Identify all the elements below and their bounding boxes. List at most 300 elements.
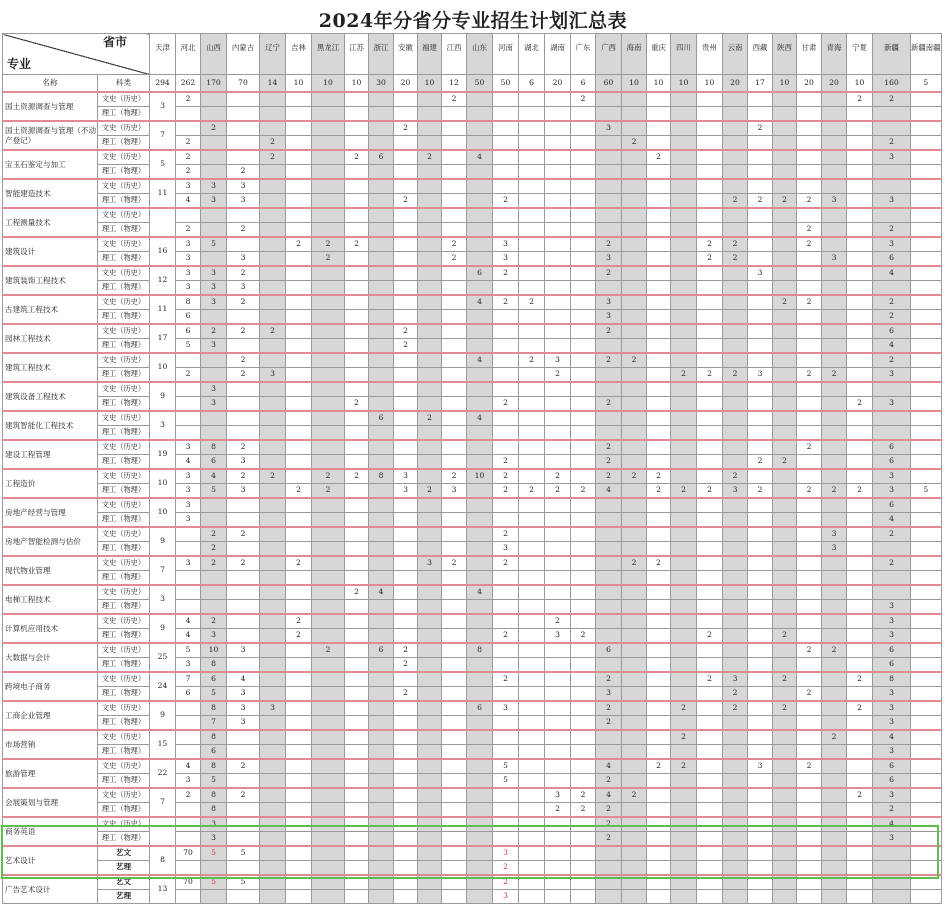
- plan-cell: 5: [201, 237, 227, 252]
- plan-cell: [622, 832, 647, 847]
- plan-cell: [571, 846, 596, 861]
- plan-cell: [394, 614, 418, 629]
- plan-cell: [493, 832, 519, 847]
- plan-cell: [467, 223, 493, 238]
- kind-label: 文史（历史）: [98, 440, 150, 455]
- plan-cell: [519, 469, 545, 484]
- plan-cell: [227, 774, 260, 789]
- plan-cell: [748, 136, 773, 151]
- major-name: 房地产经营与管理: [3, 498, 98, 527]
- plan-cell: [911, 339, 942, 354]
- corner-label-major: 专业: [7, 57, 32, 72]
- plan-cell: [442, 368, 467, 383]
- kind-label: 理工（物理）: [98, 687, 150, 702]
- plan-cell: [467, 252, 493, 267]
- table-row: [3, 759, 942, 774]
- plan-cell: 3: [493, 846, 519, 861]
- plan-cell: [773, 223, 797, 238]
- plan-cell: [773, 803, 797, 818]
- plan-cell: [519, 629, 545, 644]
- plan-cell: [545, 861, 571, 876]
- plan-cell: [345, 295, 369, 310]
- plan-cell: [312, 411, 345, 426]
- plan-cell: [847, 150, 873, 165]
- plan-cell: [345, 266, 369, 281]
- plan-cell: [697, 339, 723, 354]
- plan-cell: 2: [596, 266, 622, 281]
- province-total: 10: [312, 75, 345, 93]
- table-row: [3, 266, 942, 281]
- plan-cell: [596, 426, 622, 441]
- plan-cell: [493, 411, 519, 426]
- plan-cell: [260, 687, 286, 702]
- plan-cell: [671, 600, 697, 615]
- plan-cell: [312, 600, 345, 615]
- plan-cell: 3: [493, 701, 519, 716]
- plan-cell: [369, 788, 394, 803]
- plan-cell: [345, 803, 369, 818]
- plan-cell: [493, 382, 519, 397]
- plan-cell: 2: [260, 150, 286, 165]
- plan-cell: [467, 455, 493, 470]
- plan-cell: [671, 832, 697, 847]
- plan-cell: [312, 716, 345, 731]
- plan-cell: [545, 513, 571, 528]
- kind-label: 文史（历史）: [98, 92, 150, 107]
- plan-cell: [312, 368, 345, 383]
- province-total: 160: [873, 75, 911, 93]
- plan-cell: [312, 310, 345, 325]
- plan-cell: [545, 426, 571, 441]
- plan-cell: 2: [394, 121, 418, 136]
- plan-cell: [911, 759, 942, 774]
- plan-cell: [773, 353, 797, 368]
- plan-cell: [260, 585, 286, 600]
- plan-cell: [911, 585, 942, 600]
- table-row: [3, 92, 942, 107]
- province-header: 陕西: [773, 34, 797, 75]
- table-row: [3, 223, 942, 238]
- plan-cell: [723, 455, 748, 470]
- kind-label: 理工（物理）: [98, 426, 150, 441]
- plan-cell: [286, 295, 312, 310]
- plan-cell: [260, 513, 286, 528]
- table-row: [3, 716, 942, 731]
- plan-cell: 2: [286, 629, 312, 644]
- plan-cell: 8: [176, 295, 201, 310]
- plan-cell: [442, 861, 467, 876]
- major-name: 电梯工程技术: [3, 585, 98, 614]
- plan-cell: [622, 426, 647, 441]
- kind-label: 艺理: [98, 890, 150, 904]
- plan-cell: [345, 643, 369, 658]
- plan-cell: [312, 614, 345, 629]
- plan-cell: [418, 426, 442, 441]
- plan-cell: [312, 194, 345, 209]
- kind-label: 文史（历史）: [98, 411, 150, 426]
- table-row: [3, 368, 942, 383]
- plan-cell: [797, 585, 822, 600]
- plan-cell: 2: [596, 397, 622, 412]
- plan-cell: 2: [622, 469, 647, 484]
- plan-cell: [286, 542, 312, 557]
- province-header: 西藏: [748, 34, 773, 75]
- plan-cell: [176, 890, 201, 904]
- plan-cell: [911, 92, 942, 107]
- plan-cell: 3: [227, 716, 260, 731]
- plan-cell: 70: [176, 875, 201, 890]
- plan-cell: [571, 542, 596, 557]
- plan-cell: [622, 890, 647, 904]
- kind-label: 文史（历史）: [98, 672, 150, 687]
- plan-cell: [748, 571, 773, 586]
- plan-cell: [493, 716, 519, 731]
- plan-cell: [369, 846, 394, 861]
- plan-cell: [596, 600, 622, 615]
- plan-cell: [596, 658, 622, 673]
- plan-cell: [519, 614, 545, 629]
- plan-cell: [519, 281, 545, 296]
- plan-cell: [418, 542, 442, 557]
- plan-cell: [176, 542, 201, 557]
- plan-cell: 3: [493, 237, 519, 252]
- major-name: 房地产智能检测与估价: [3, 527, 98, 556]
- major-name: 跨境电子商务: [3, 672, 98, 701]
- plan-cell: [260, 803, 286, 818]
- plan-cell: [312, 629, 345, 644]
- plan-cell: 3: [176, 484, 201, 499]
- plan-cell: 2: [201, 542, 227, 557]
- plan-cell: [822, 426, 847, 441]
- plan-cell: [847, 803, 873, 818]
- plan-cell: [671, 339, 697, 354]
- plan-cell: 5: [227, 875, 260, 890]
- plan-cell: [493, 353, 519, 368]
- plan-cell: [911, 194, 942, 209]
- plan-cell: [697, 150, 723, 165]
- plan-cell: [467, 310, 493, 325]
- plan-cell: [822, 92, 847, 107]
- plan-cell: [911, 730, 942, 745]
- plan-cell: [467, 107, 493, 122]
- plan-cell: [571, 150, 596, 165]
- major-total: 3: [150, 585, 176, 614]
- plan-cell: [519, 121, 545, 136]
- plan-cell: [911, 658, 942, 673]
- plan-cell: [286, 687, 312, 702]
- kind-label: 理工（物理）: [98, 774, 150, 789]
- plan-cell: 2: [773, 629, 797, 644]
- major-total: 3: [150, 92, 176, 121]
- plan-cell: [647, 266, 671, 281]
- plan-cell: [571, 571, 596, 586]
- plan-cell: [418, 774, 442, 789]
- plan-cell: [773, 179, 797, 194]
- plan-cell: [596, 92, 622, 107]
- plan-cell: [748, 672, 773, 687]
- plan-cell: [822, 382, 847, 397]
- plan-cell: [622, 542, 647, 557]
- plan-cell: [647, 121, 671, 136]
- plan-cell: 3: [201, 382, 227, 397]
- plan-cell: [176, 745, 201, 760]
- plan-cell: [773, 92, 797, 107]
- plan-cell: [797, 890, 822, 904]
- plan-cell: 2: [622, 136, 647, 151]
- plan-cell: [260, 832, 286, 847]
- table-row: [3, 150, 942, 165]
- plan-cell: 3: [227, 281, 260, 296]
- plan-cell: 2: [596, 324, 622, 339]
- kind-label: 艺文: [98, 846, 150, 861]
- plan-cell: [442, 411, 467, 426]
- plan-cell: [773, 324, 797, 339]
- plan-cell: [201, 411, 227, 426]
- plan-cell: 2: [227, 440, 260, 455]
- plan-cell: 3: [596, 121, 622, 136]
- plan-cell: [227, 397, 260, 412]
- plan-cell: [797, 353, 822, 368]
- plan-cell: [467, 875, 493, 890]
- major-total: 9: [150, 614, 176, 643]
- plan-cell: [519, 411, 545, 426]
- plan-cell: [394, 513, 418, 528]
- plan-cell: [723, 759, 748, 774]
- plan-cell: [442, 701, 467, 716]
- province-header: 山东: [467, 34, 493, 75]
- plan-cell: [797, 513, 822, 528]
- plan-cell: [773, 281, 797, 296]
- plan-cell: [723, 861, 748, 876]
- plan-cell: [622, 774, 647, 789]
- plan-cell: 3: [493, 252, 519, 267]
- plan-cell: [622, 629, 647, 644]
- plan-cell: 2: [519, 353, 545, 368]
- plan-cell: [467, 513, 493, 528]
- plan-cell: 2: [622, 353, 647, 368]
- plan-cell: [418, 614, 442, 629]
- plan-cell: 2: [596, 774, 622, 789]
- plan-cell: [697, 382, 723, 397]
- plan-cell: [697, 397, 723, 412]
- plan-cell: [847, 861, 873, 876]
- plan-cell: [286, 455, 312, 470]
- province-header: 重庆: [647, 34, 671, 75]
- plan-cell: [418, 803, 442, 818]
- plan-cell: 2: [260, 324, 286, 339]
- plan-cell: [647, 92, 671, 107]
- plan-cell: 2: [442, 252, 467, 267]
- plan-cell: [394, 237, 418, 252]
- plan-cell: [493, 585, 519, 600]
- plan-cell: 6: [201, 672, 227, 687]
- plan-cell: [260, 484, 286, 499]
- major-total: 10: [150, 353, 176, 382]
- plan-cell: 2: [773, 455, 797, 470]
- plan-cell: [418, 788, 442, 803]
- plan-cell: [723, 585, 748, 600]
- plan-cell: [312, 208, 345, 223]
- plan-cell: [622, 759, 647, 774]
- plan-cell: [442, 194, 467, 209]
- plan-cell: 2: [493, 484, 519, 499]
- plan-cell: [467, 817, 493, 832]
- plan-cell: 2: [797, 368, 822, 383]
- plan-cell: [201, 585, 227, 600]
- plan-cell: [286, 179, 312, 194]
- plan-cell: [822, 223, 847, 238]
- plan-cell: [622, 585, 647, 600]
- plan-cell: [723, 556, 748, 571]
- plan-cell: [671, 846, 697, 861]
- table-row: [3, 527, 942, 542]
- plan-cell: [847, 846, 873, 861]
- plan-cell: 3: [873, 687, 911, 702]
- plan-cell: 2: [442, 237, 467, 252]
- plan-cell: [442, 339, 467, 354]
- plan-cell: [345, 687, 369, 702]
- plan-cell: [312, 440, 345, 455]
- kind-label: 理工（物理）: [98, 397, 150, 412]
- plan-cell: 2: [227, 165, 260, 180]
- plan-cell: [227, 890, 260, 904]
- plan-cell: [671, 861, 697, 876]
- table-row: [3, 774, 942, 789]
- header-row-totals: [3, 75, 942, 93]
- province-header: 湖北: [519, 34, 545, 75]
- plan-cell: [260, 716, 286, 731]
- plan-cell: [286, 353, 312, 368]
- province-header: 广西: [596, 34, 622, 75]
- plan-cell: 3: [873, 788, 911, 803]
- plan-cell: [571, 585, 596, 600]
- plan-cell: [571, 281, 596, 296]
- plan-cell: 5: [201, 846, 227, 861]
- plan-cell: [596, 890, 622, 904]
- plan-cell: [773, 875, 797, 890]
- plan-cell: [418, 266, 442, 281]
- kind-label: 艺理: [98, 861, 150, 876]
- plan-cell: [418, 629, 442, 644]
- plan-cell: [596, 745, 622, 760]
- province-header: 江西: [442, 34, 467, 75]
- plan-cell: [647, 730, 671, 745]
- plan-cell: 2: [394, 194, 418, 209]
- plan-cell: [622, 411, 647, 426]
- kind-label: 文史（历史）: [98, 585, 150, 600]
- plan-cell: [493, 571, 519, 586]
- plan-cell: [467, 426, 493, 441]
- plan-cell: [286, 411, 312, 426]
- major-name: 建筑智能化工程技术: [3, 411, 98, 440]
- plan-cell: [873, 861, 911, 876]
- plan-cell: [873, 846, 911, 861]
- major-name: 建设工程管理: [3, 440, 98, 469]
- plan-cell: [418, 658, 442, 673]
- plan-cell: [467, 774, 493, 789]
- plan-cell: 3: [873, 150, 911, 165]
- plan-cell: 3: [176, 658, 201, 673]
- plan-cell: 3: [260, 701, 286, 716]
- plan-cell: 2: [723, 687, 748, 702]
- plan-cell: [345, 788, 369, 803]
- plan-cell: [647, 179, 671, 194]
- plan-cell: [571, 208, 596, 223]
- kind-label: 文史（历史）: [98, 150, 150, 165]
- plan-cell: 3: [227, 701, 260, 716]
- plan-cell: [519, 730, 545, 745]
- plan-cell: [312, 107, 345, 122]
- plan-cell: [622, 513, 647, 528]
- province-total: 60: [596, 75, 622, 93]
- plan-cell: [596, 730, 622, 745]
- plan-cell: [418, 208, 442, 223]
- plan-cell: [493, 208, 519, 223]
- plan-cell: [467, 527, 493, 542]
- plan-cell: 7: [201, 716, 227, 731]
- province-header: 甘肃: [797, 34, 822, 75]
- plan-cell: 4: [369, 585, 394, 600]
- plan-cell: [622, 295, 647, 310]
- plan-cell: [442, 788, 467, 803]
- plan-cell: [622, 527, 647, 542]
- major-total: [150, 817, 176, 846]
- table-row: [3, 194, 942, 209]
- plan-cell: [519, 440, 545, 455]
- plan-cell: [723, 121, 748, 136]
- plan-cell: [286, 165, 312, 180]
- plan-cell: [493, 136, 519, 151]
- plan-cell: [394, 150, 418, 165]
- plan-cell: [847, 208, 873, 223]
- plan-cell: [369, 745, 394, 760]
- plan-cell: [822, 687, 847, 702]
- plan-cell: [911, 237, 942, 252]
- plan-cell: [493, 513, 519, 528]
- plan-cell: 6: [873, 324, 911, 339]
- plan-cell: [647, 745, 671, 760]
- plan-cell: [545, 455, 571, 470]
- plan-cell: [227, 382, 260, 397]
- province-header: 海南: [622, 34, 647, 75]
- plan-cell: 2: [847, 672, 873, 687]
- plan-cell: 2: [773, 701, 797, 716]
- plan-cell: 2: [176, 788, 201, 803]
- kind-label: 文史（历史）: [98, 556, 150, 571]
- plan-cell: [418, 600, 442, 615]
- plan-cell: [697, 121, 723, 136]
- plan-cell: [467, 121, 493, 136]
- plan-cell: 5: [201, 774, 227, 789]
- plan-cell: 3: [748, 266, 773, 281]
- plan-cell: [773, 107, 797, 122]
- plan-cell: [519, 803, 545, 818]
- plan-cell: [394, 730, 418, 745]
- plan-cell: [748, 513, 773, 528]
- plan-cell: 2: [671, 701, 697, 716]
- plan-cell: [467, 571, 493, 586]
- plan-cell: [312, 281, 345, 296]
- province-header: 贵州: [697, 34, 723, 75]
- plan-cell: [622, 92, 647, 107]
- plan-cell: [394, 498, 418, 513]
- plan-cell: [647, 571, 671, 586]
- plan-cell: [723, 208, 748, 223]
- plan-cell: 6: [873, 252, 911, 267]
- plan-cell: [369, 716, 394, 731]
- plan-cell: [201, 498, 227, 513]
- plan-cell: [622, 194, 647, 209]
